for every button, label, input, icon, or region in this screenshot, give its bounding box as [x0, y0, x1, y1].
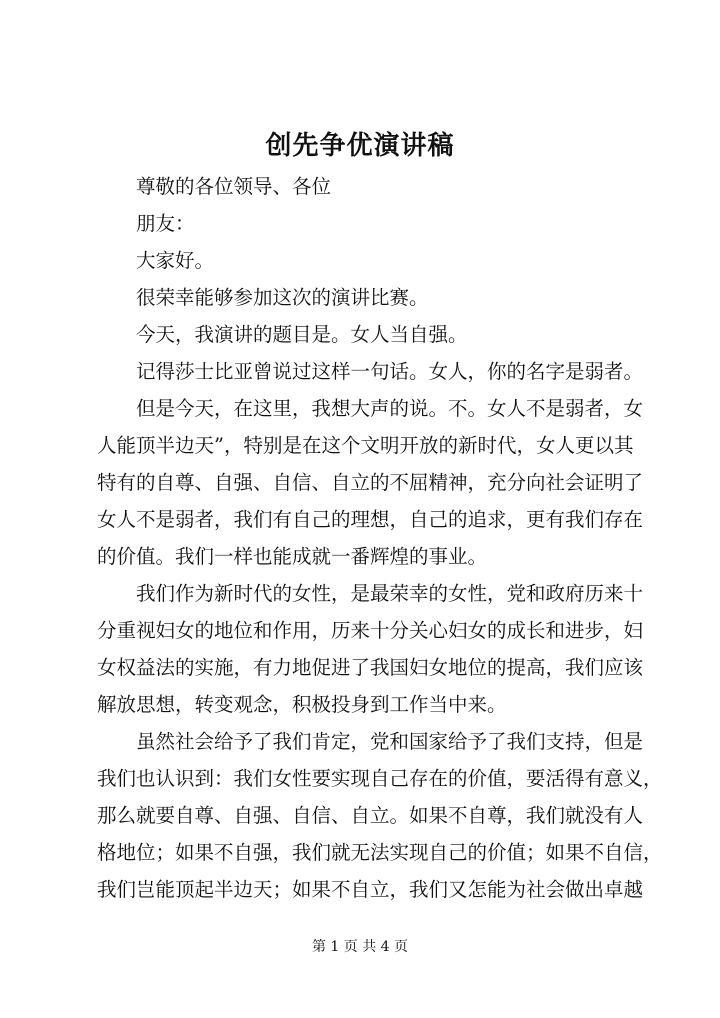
text-line: 的价值。我们一样也能成就一番辉煌的事业。 — [97, 545, 488, 568]
text-line: 人能顶半边天”，特别是在这个文明开放的新时代，女人更以其 — [97, 434, 634, 457]
text-line: 那么就要自尊、自强、自信、自立。如果不自尊，我们就没有人 — [97, 804, 644, 827]
paragraph-3 — [97, 242, 637, 279]
text-line: 虽然社会给予了我们肯定，党和国家给予了我们支持，但是 — [136, 730, 644, 753]
paragraph-6 — [97, 353, 644, 390]
paragraph-8 — [97, 575, 644, 723]
text-line: 我们也认识到：我们女性要实现自己存在的价值，要活得有意义， — [97, 767, 663, 790]
paragraph-5 — [97, 316, 637, 353]
paragraph-9 — [97, 723, 663, 908]
document-title: 创先争优演讲稿 — [265, 131, 455, 161]
text-line: 女权益法的实施，有力地促进了我国妇女地位的提高，我们应该 — [97, 656, 644, 679]
text-line: 特有的自尊、自强、自信、自立的不屈精神，充分向社会证明了 — [97, 471, 644, 494]
document-body — [97, 168, 663, 908]
paragraph-7 — [97, 390, 644, 575]
text-line: 分重视妇女的地位和作用，历来十分关心妇女的成长和进步，妇 — [97, 619, 644, 642]
text-line: 解放思想，转变观念，积极投身到工作当中来。 — [97, 693, 507, 716]
text-line: 记得莎士比亚曾说过这样一句话。女人，你的名字是弱者。 — [136, 360, 644, 383]
text-line: 尊敬的各位领导、各位 — [136, 175, 332, 198]
paragraph-1 — [97, 168, 637, 205]
text-line: 但是今天，在这里，我想大声的说。不。女人不是弱者，女 — [136, 397, 644, 420]
text-line: 格地位；如果不自强，我们就无法实现自己的价值；如果不自信， — [97, 841, 663, 864]
text-line: 很荣幸能够参加这次的演讲比赛。 — [136, 286, 429, 309]
paragraph-4 — [97, 279, 637, 316]
text-line: 我们岂能顶起半边天；如果不自立，我们又怎能为社会做出卓越 — [97, 878, 644, 901]
text-line: 我们作为新时代的女性，是最荣幸的女性，党和政府历来十 — [136, 582, 644, 605]
text-line: 女人不是弱者，我们有自己的理想，自己的追求，更有我们存在 — [97, 508, 644, 531]
text-line: 今天，我演讲的题目是。女人当自强。 — [136, 323, 468, 346]
paragraph-2 — [97, 205, 637, 242]
text-line: 大家好。 — [136, 249, 215, 272]
text-line: 朋友： — [136, 212, 195, 235]
page-footer: 第 1 页 共 4 页 — [311, 939, 409, 955]
